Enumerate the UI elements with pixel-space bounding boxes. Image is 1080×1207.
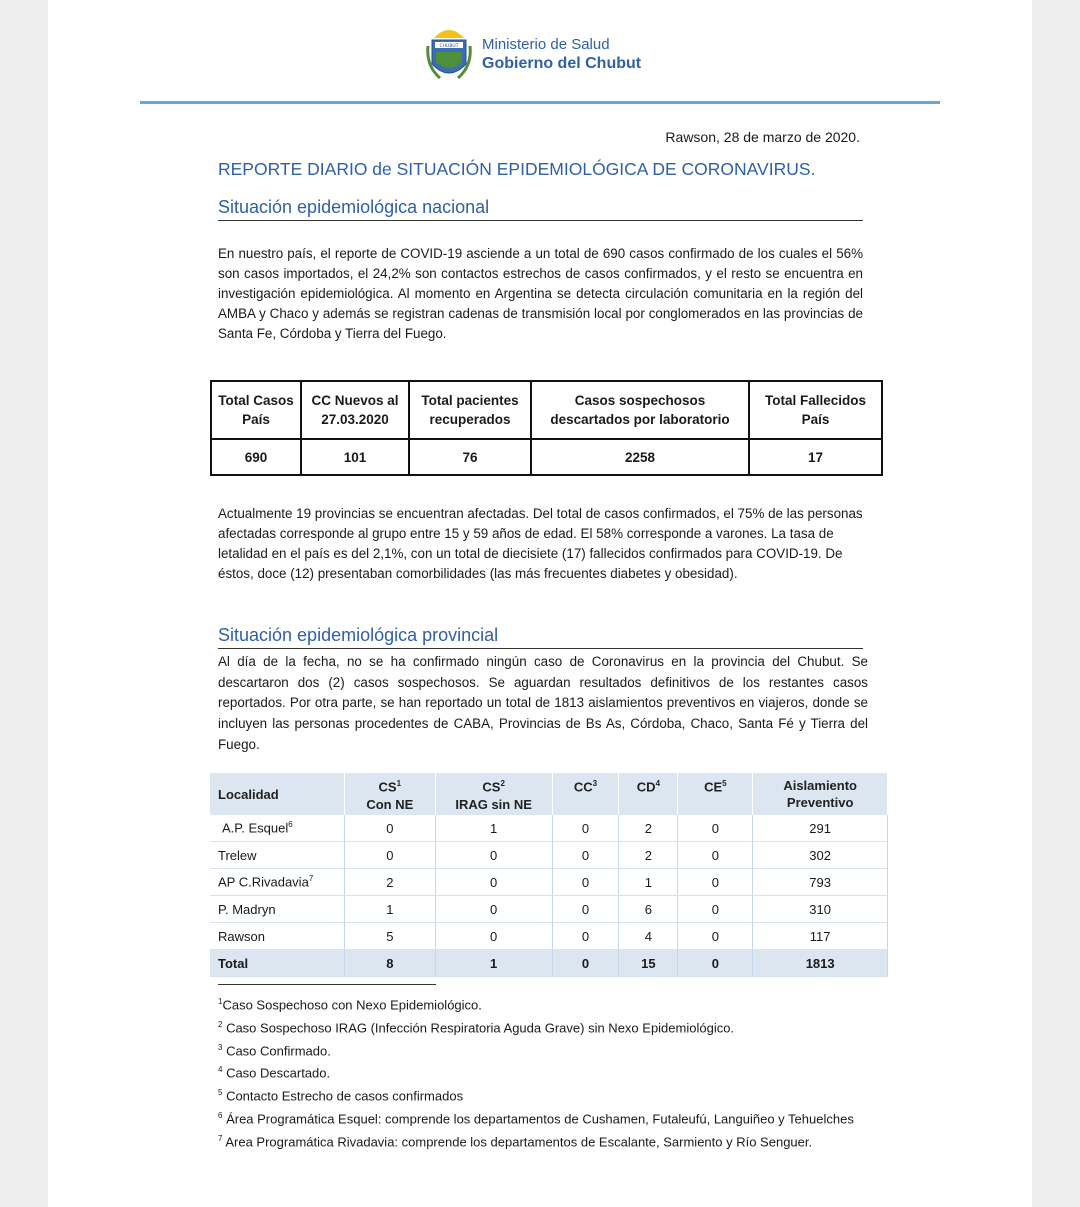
header-divider <box>140 101 940 104</box>
cell-localidad: Total <box>210 950 344 977</box>
report-date: Rawson, 28 de marzo de 2020. <box>665 129 860 145</box>
national-paragraph-2: Actualmente 19 provincias se encuentran afectadas. Del total de casos confirmados, el 75% de las personas afectadas corresponde al grupo entre 15 y 59 años de edad. El 58% corresponde a varones. La tasa de letalidad en el país es del 2,1%, con un total de diecisiete (17) fallecidos confirmados para COVID-19. De éstos, doce (12) presentaban comorbilidades (las más frecuentes diabetes y obesidad). <box>218 506 863 581</box>
footnote-6: $^6$ Área Programática Esquel: comprende los departamentos de Cushamen, Futaleufú, Languiñeo y Tehuelches <box>218 1111 854 1127</box>
header-total-casos: Total Casos País <box>211 381 301 439</box>
table-total-row <box>210 950 888 977</box>
col-cs1: $CS^1$ Con NE <box>344 773 435 815</box>
cell-cs1: 1 <box>344 896 435 923</box>
table-row <box>210 869 888 896</box>
cell-ce: 0 <box>678 815 753 842</box>
provincial-table-header <box>210 773 888 815</box>
provincial-paragraph: Al día de la fecha, no se ha confirmado ningún caso de Coronavirus en la provincia del Chubut. Se descartaron dos (2) casos sospechosos. Se aguardan resultados definitivos de los restantes casos reportados. Por otra parte, se han reportado un total de 1813 aislamientos preventivos en viajeros, donde se incluyen las personas procedentes de CABA, Provincias de Bs As, Córdoba, Chaco, Santa Fé y Tierra del Fuego. <box>218 654 868 752</box>
svg-text:CHUBUT: CHUBUT <box>439 44 459 49</box>
cell-cs1: 8 <box>344 950 435 977</box>
cell-aisl: 302 <box>753 842 888 869</box>
cell-cs1: 0 <box>344 842 435 869</box>
header-fallecidos: Total Fallecidos País <box>749 381 882 439</box>
national-section-heading: Situación epidemiológica nacional <box>218 197 863 221</box>
cell-ce: 0 <box>678 842 753 869</box>
cell-cd: 2 <box>619 815 678 842</box>
footnote-7: $^7$ Area Programática Rivadavia: comprende los departamentos de Escalante, Sarmiento y Río Senguer. <box>218 1133 813 1150</box>
header-recuperados: Total pacientes recuperados <box>409 381 531 439</box>
cell-cs2: 1 <box>435 815 552 842</box>
chubut-crest-logo <box>426 24 472 86</box>
provincial-section-heading: Situación epidemiológica provincial <box>218 625 863 649</box>
report-title: REPORTE DIARIO de SITUACIÓN EPIDEMIOLÓGICA DE CORONAVIRUS. <box>218 159 816 179</box>
cell-ce: 0 <box>678 869 753 896</box>
footnote-1: $^1$Caso Sospechoso con Nexo Epidemiológico. <box>218 997 482 1013</box>
cell-cc: 0 <box>552 896 619 923</box>
government-name: Gobierno del Chubut <box>482 55 642 73</box>
footnote-divider <box>218 984 436 985</box>
footnote-2: $^2$ Caso Sospechoso IRAG (Infección Respiratoria Aguda Grave) sin Nexo Epidemiológico. <box>218 1019 735 1036</box>
cell-localidad: AP C.Rivadavia$^7$ <box>210 869 344 896</box>
provincial-table <box>210 773 888 977</box>
cell-localidad: Rawson <box>210 923 344 950</box>
cell-cs2: 0 <box>435 842 552 869</box>
footnote-5: $^5$ Contacto Estrecho de casos confirmados <box>218 1088 464 1104</box>
header-cc-nuevos: CC Nuevos al 27.03.2020 <box>301 381 409 439</box>
cell-cs1: 0 <box>344 815 435 842</box>
value-cc-nuevos: 101 <box>301 439 409 475</box>
cell-cd: 2 <box>619 842 678 869</box>
cell-localidad: A.P. Esquel$^6$ <box>210 815 344 842</box>
cell-cs1: 2 <box>344 869 435 896</box>
cell-cs1: 5 <box>344 923 435 950</box>
cell-cc: 0 <box>552 950 619 977</box>
cell-ce: 0 <box>678 950 753 977</box>
cell-cc: 0 <box>552 923 619 950</box>
cell-aisl: 117 <box>753 923 888 950</box>
col-ce: $CE^5$ <box>678 773 753 815</box>
value-recuperados: 76 <box>409 439 531 475</box>
cell-cd: 4 <box>619 923 678 950</box>
col-localidad: Localidad <box>210 773 344 815</box>
cell-cs2: 0 <box>435 869 552 896</box>
cell-ce: 0 <box>678 923 753 950</box>
cell-ce: 0 <box>678 896 753 923</box>
cell-cd: 6 <box>619 896 678 923</box>
cell-localidad: P. Madryn <box>210 896 344 923</box>
cell-aisl: 291 <box>753 815 888 842</box>
ministry-name: Ministerio de Salud <box>482 36 610 54</box>
cell-aisl: 793 <box>753 869 888 896</box>
value-total-casos: 690 <box>211 439 301 475</box>
cell-cs2: 0 <box>435 923 552 950</box>
col-aislamiento: Aislamiento Preventivo <box>753 773 888 815</box>
letterhead <box>426 22 641 88</box>
cell-cc: 0 <box>552 869 619 896</box>
cell-localidad: Trelew <box>210 842 344 869</box>
footnotes <box>218 992 878 1152</box>
footnote-4: $^4$ Caso Descartado. <box>218 1065 331 1081</box>
cell-aisl: 310 <box>753 896 888 923</box>
cell-aisl: 1813 <box>753 950 888 977</box>
col-cc: $CC^3$ <box>552 773 619 815</box>
footnote-3: $^3$ Caso Confirmado. <box>218 1042 331 1058</box>
cell-cc: 0 <box>552 815 619 842</box>
cell-cc: 0 <box>552 842 619 869</box>
table-row <box>210 842 888 869</box>
national-summary-table <box>210 380 883 476</box>
table-row <box>210 896 888 923</box>
value-descartados: 2258 <box>531 439 749 475</box>
header-descartados: Casos sospechosos descartados por laboratorio <box>531 381 749 439</box>
col-cd: $CD^4$ <box>619 773 678 815</box>
cell-cs2: 0 <box>435 896 552 923</box>
cell-cd: 15 <box>619 950 678 977</box>
cell-cs2: 1 <box>435 950 552 977</box>
table-row <box>210 923 888 950</box>
national-paragraph: En nuestro país, el reporte de COVID-19 asciende a un total de 690 casos confirmado de los cuales el 56% son casos importados, el 24,2% son contactos estrechos de casos confirmados, y el resto se encuentra en investigación epidemiológica. Al momento en Argentina se detecta circulación comunitaria en la región del AMBA y Chaco y además se registran cadenas de transmisión local por conglomerados en las provincias de Santa Fe, Córdoba y Tierra del Fuego. <box>218 246 863 341</box>
cell-cd: 1 <box>619 869 678 896</box>
col-cs2: $CS^2$ IRAG sin NE <box>435 773 552 815</box>
value-fallecidos: 17 <box>749 439 882 475</box>
table-row <box>210 815 888 842</box>
document-page <box>48 0 1032 1207</box>
